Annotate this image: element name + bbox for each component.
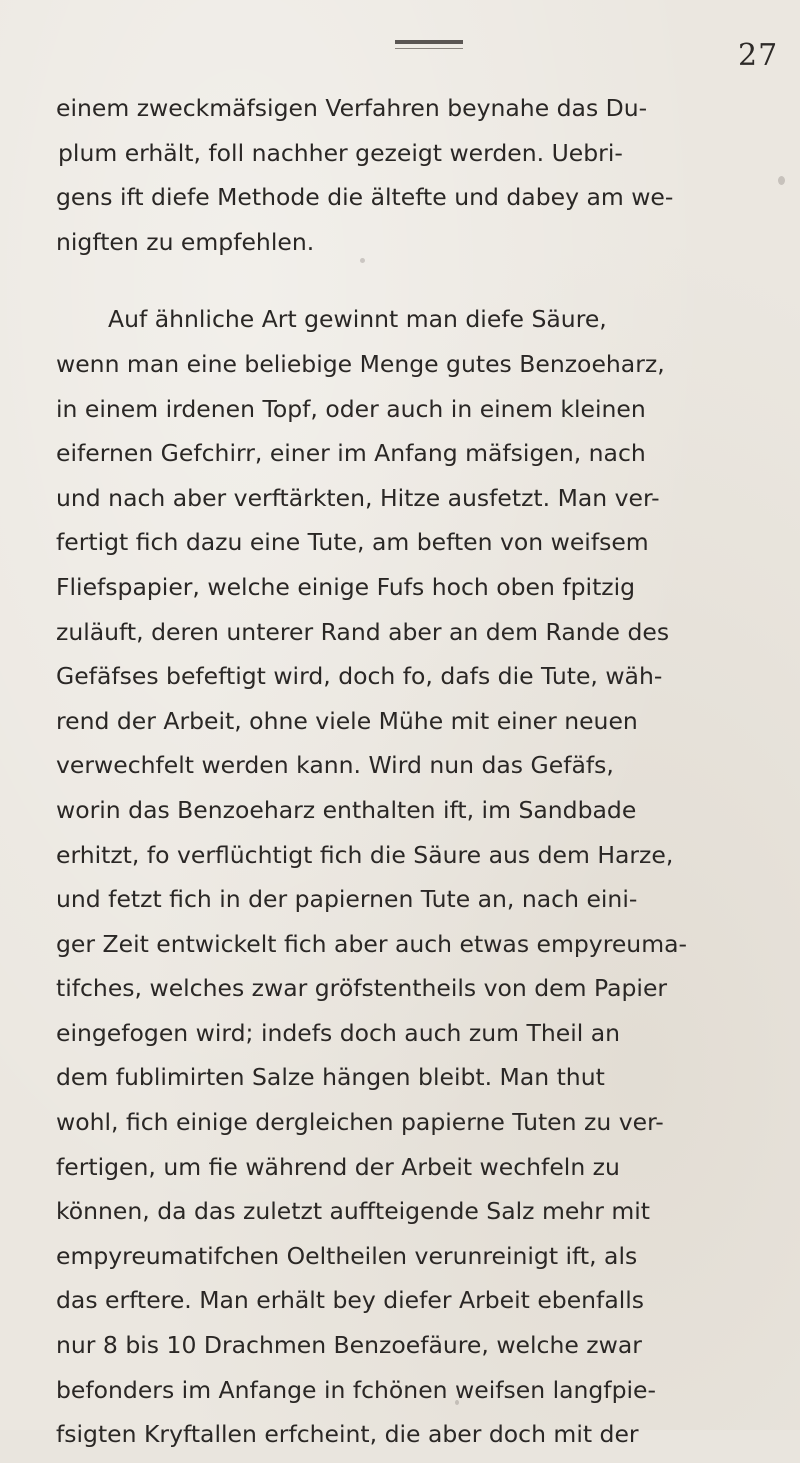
text-line: fertigt fich dazu eine Tute, am beften von weifsem [56, 528, 649, 557]
paragraph-gap [56, 270, 771, 297]
text-line: dem fublimirten Salze hängen bleibt. Man thut [56, 1063, 605, 1092]
text-line: worin das Benzoeharz enthalten ift, im Sandbade [56, 795, 637, 824]
text-line: Auf ähnliche Art gewinnt man diefe Säure, [108, 305, 607, 334]
text-line: tifches, welches zwar gröfstentheils von dem Papier [56, 974, 668, 1003]
page-number: 27 [738, 38, 779, 73]
text-line: ger Zeit entwickelt fich aber auch etwas empyreuma- [56, 929, 687, 958]
text-line: eingefogen wird; indefs doch auch zum Theil an [56, 1018, 621, 1047]
text-line: Fliefspapier, welche einige Fufs hoch oben fpitzig [56, 572, 636, 601]
text-line: fsigten Kryftallen erfcheint, die aber doch mit der [56, 1420, 639, 1449]
paragraph-2 [56, 297, 771, 1456]
text-line: in einem irdenen Topf, oder auch in einem kleinen [56, 394, 646, 423]
paper-spot [778, 176, 785, 185]
text-line: und nach aber verftärkten, Hitze ausfetzt. Man ver- [56, 483, 660, 512]
text-line: nigften zu empfehlen. [56, 227, 315, 256]
text-line: eifernen Gefchirr, einer im Anfang mäfsigen, nach [56, 439, 646, 468]
text-line: befonders im Anfange in fchönen weifsen langfpie- [56, 1375, 656, 1404]
text-line: empyreumatifchen Oeltheilen verunreinigt ift, als [56, 1241, 638, 1270]
text-line: wohl, fich einige dergleichen papierne Tuten zu ver- [56, 1108, 664, 1137]
text-line: können, da das zuletzt auffteigende Salz mehr mit [56, 1197, 650, 1226]
text-line: gens ift diefe Methode die ältefte und dabey am we- [56, 183, 674, 212]
text-line: einem zweckmäfsigen Verfahren beynahe das Du- [56, 94, 648, 122]
text-line: wenn man eine beliebige Menge gutes Benzoeharz, [56, 349, 665, 378]
text-line: das erftere. Man erhält bey diefer Arbeit ebenfalls [56, 1286, 645, 1315]
body-text [56, 86, 771, 1463]
paragraph-1 [56, 86, 771, 264]
header-rule-thin [395, 48, 463, 49]
text-line: zuläuft, deren unterer Rand aber an dem Rande des [56, 617, 670, 646]
text-line: rend der Arbeit, ohne viele Mühe mit einer neuen [56, 706, 638, 735]
text-line: erhitzt, fo verflüchtigt fich die Säure aus dem Harze, [56, 840, 674, 869]
text-line: verwechfelt werden kann. Wird nun das Gefäfs, [56, 751, 614, 780]
text-line: und fetzt fich in der papiernen Tute an, nach eini- [56, 885, 638, 914]
text-line: Gefäfses befeftigt wird, doch fo, dafs die Tute, wäh- [56, 662, 663, 691]
text-line: nur 8 bis 10 Drachmen Benzoefäure, welche zwar [56, 1331, 642, 1360]
text-line: plum erhält, foll nachher gezeigt werden. Uebri- [58, 138, 623, 167]
text-line: fertigen, um fie während der Arbeit wechfeln zu [56, 1152, 620, 1181]
header-rule [395, 40, 463, 44]
